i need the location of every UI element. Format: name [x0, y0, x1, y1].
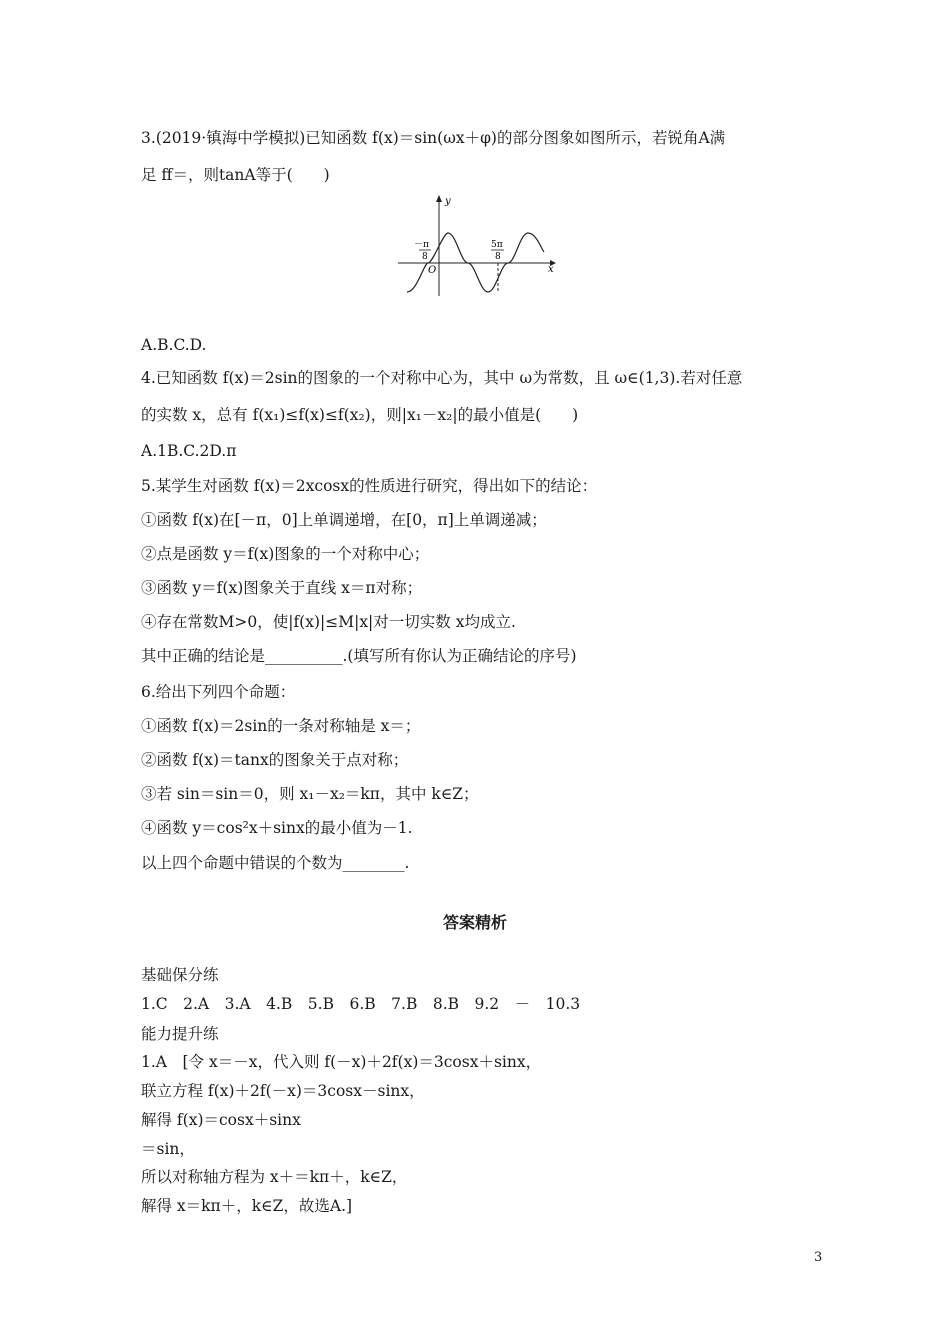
solution-line-2: 联立方程 f(x)＋2f(－x)＝3cosx－sinx， [141, 1082, 425, 1100]
question-6-stem: 6.给出下列四个命题： [141, 683, 296, 701]
question-3-line-2: 足 ff＝，则tanA等于( ) [141, 166, 330, 184]
question-5-item-4: ④存在常数M>0，使|f(x)|≤M|x|对一切实数 x均成立. [141, 613, 516, 631]
basic-practice-heading: 基础保分练 [141, 966, 219, 984]
solution-line-4: ＝sin， [141, 1140, 195, 1158]
question-5-stem: 5.某学生对函数 f(x)＝2xcosx的性质进行研究，得出如下的结论： [141, 477, 598, 495]
question-6-fill-blank: 以上四个命题中错误的个数为________. [141, 854, 410, 872]
question-6-item-4: ④函数 y＝cos²x＋sinx的最小值为－1. [141, 819, 413, 837]
origin-label: O [428, 265, 437, 276]
question-5-item-2: ②点是函数 y＝f(x)图象的一个对称中心； [141, 545, 430, 563]
question-6-item-1: ①函数 f(x)＝2sin的一条对称轴是 x＝； [141, 717, 421, 735]
advanced-practice-heading: 能力提升练 [141, 1025, 219, 1043]
right-mark-denominator: 8 [495, 252, 501, 262]
solution-line-5: 所以对称轴方程为 x＋＝kπ＋，k∈Z， [141, 1168, 408, 1186]
y-axis-label: y [445, 196, 451, 207]
question-5-item-3: ③函数 y＝f(x)图象关于直线 x＝π对称； [141, 579, 423, 597]
question-4-line-2: 的实数 x，总有 f(x₁)≤f(x)≤f(x₂)，则|x₁－x₂|的最小值是( ) [141, 406, 579, 424]
y-axis-arrow [436, 195, 442, 202]
question-5-item-1: ①函数 f(x)在[－π，0]上单调递增，在[0，π]上单调递减； [141, 511, 547, 529]
page-number: 3 [814, 1250, 823, 1265]
question-4-options: A.1B.C.2D.π [141, 442, 237, 460]
x-axis-label: x [548, 264, 554, 275]
right-mark-numerator: 5π [491, 240, 503, 250]
left-mark-denominator: 8 [422, 252, 428, 262]
question-3-line-1: 3.(2019·镇海中学模拟)已知函数 f(x)＝sin(ωx＋φ)的部分图象如图所示，若锐角A满 [141, 129, 726, 147]
question-6-item-2: ②函数 f(x)＝tanx的图象关于点对称； [141, 751, 409, 769]
solution-line-1: 1.A [令 x＝－x，代入则 f(－x)＋2f(x)＝3cosx＋sinx， [141, 1053, 542, 1071]
left-mark-numerator: －π [414, 240, 429, 250]
basic-practice-answers: 1.C 2.A 3.A 4.B 5.B 6.B 7.B 8.B 9.2 － 10.3 [141, 995, 581, 1013]
question-5-fill-blank: 其中正确的结论是__________.(填写所有你认为正确结论的序号) [141, 647, 577, 665]
question-4-line-1: 4.已知函数 f(x)＝2sin的图象的一个对称中心为，其中 ω为常数，且 ω∈(1,3).若对任意 [141, 369, 743, 387]
question-3-options: A.B.C.D. [141, 336, 207, 354]
answer-section-title: 答案精析 [442, 913, 507, 932]
question-6-item-3: ③若 sin＝sin＝0，则 x₁－x₂＝kπ，其中 k∈Z； [141, 785, 479, 803]
sine-graph-figure [390, 192, 560, 302]
solution-line-3: 解得 f(x)＝cosx＋sinx [141, 1111, 301, 1129]
solution-line-6: 解得 x＝kπ＋，k∈Z，故选A.] [141, 1197, 353, 1215]
